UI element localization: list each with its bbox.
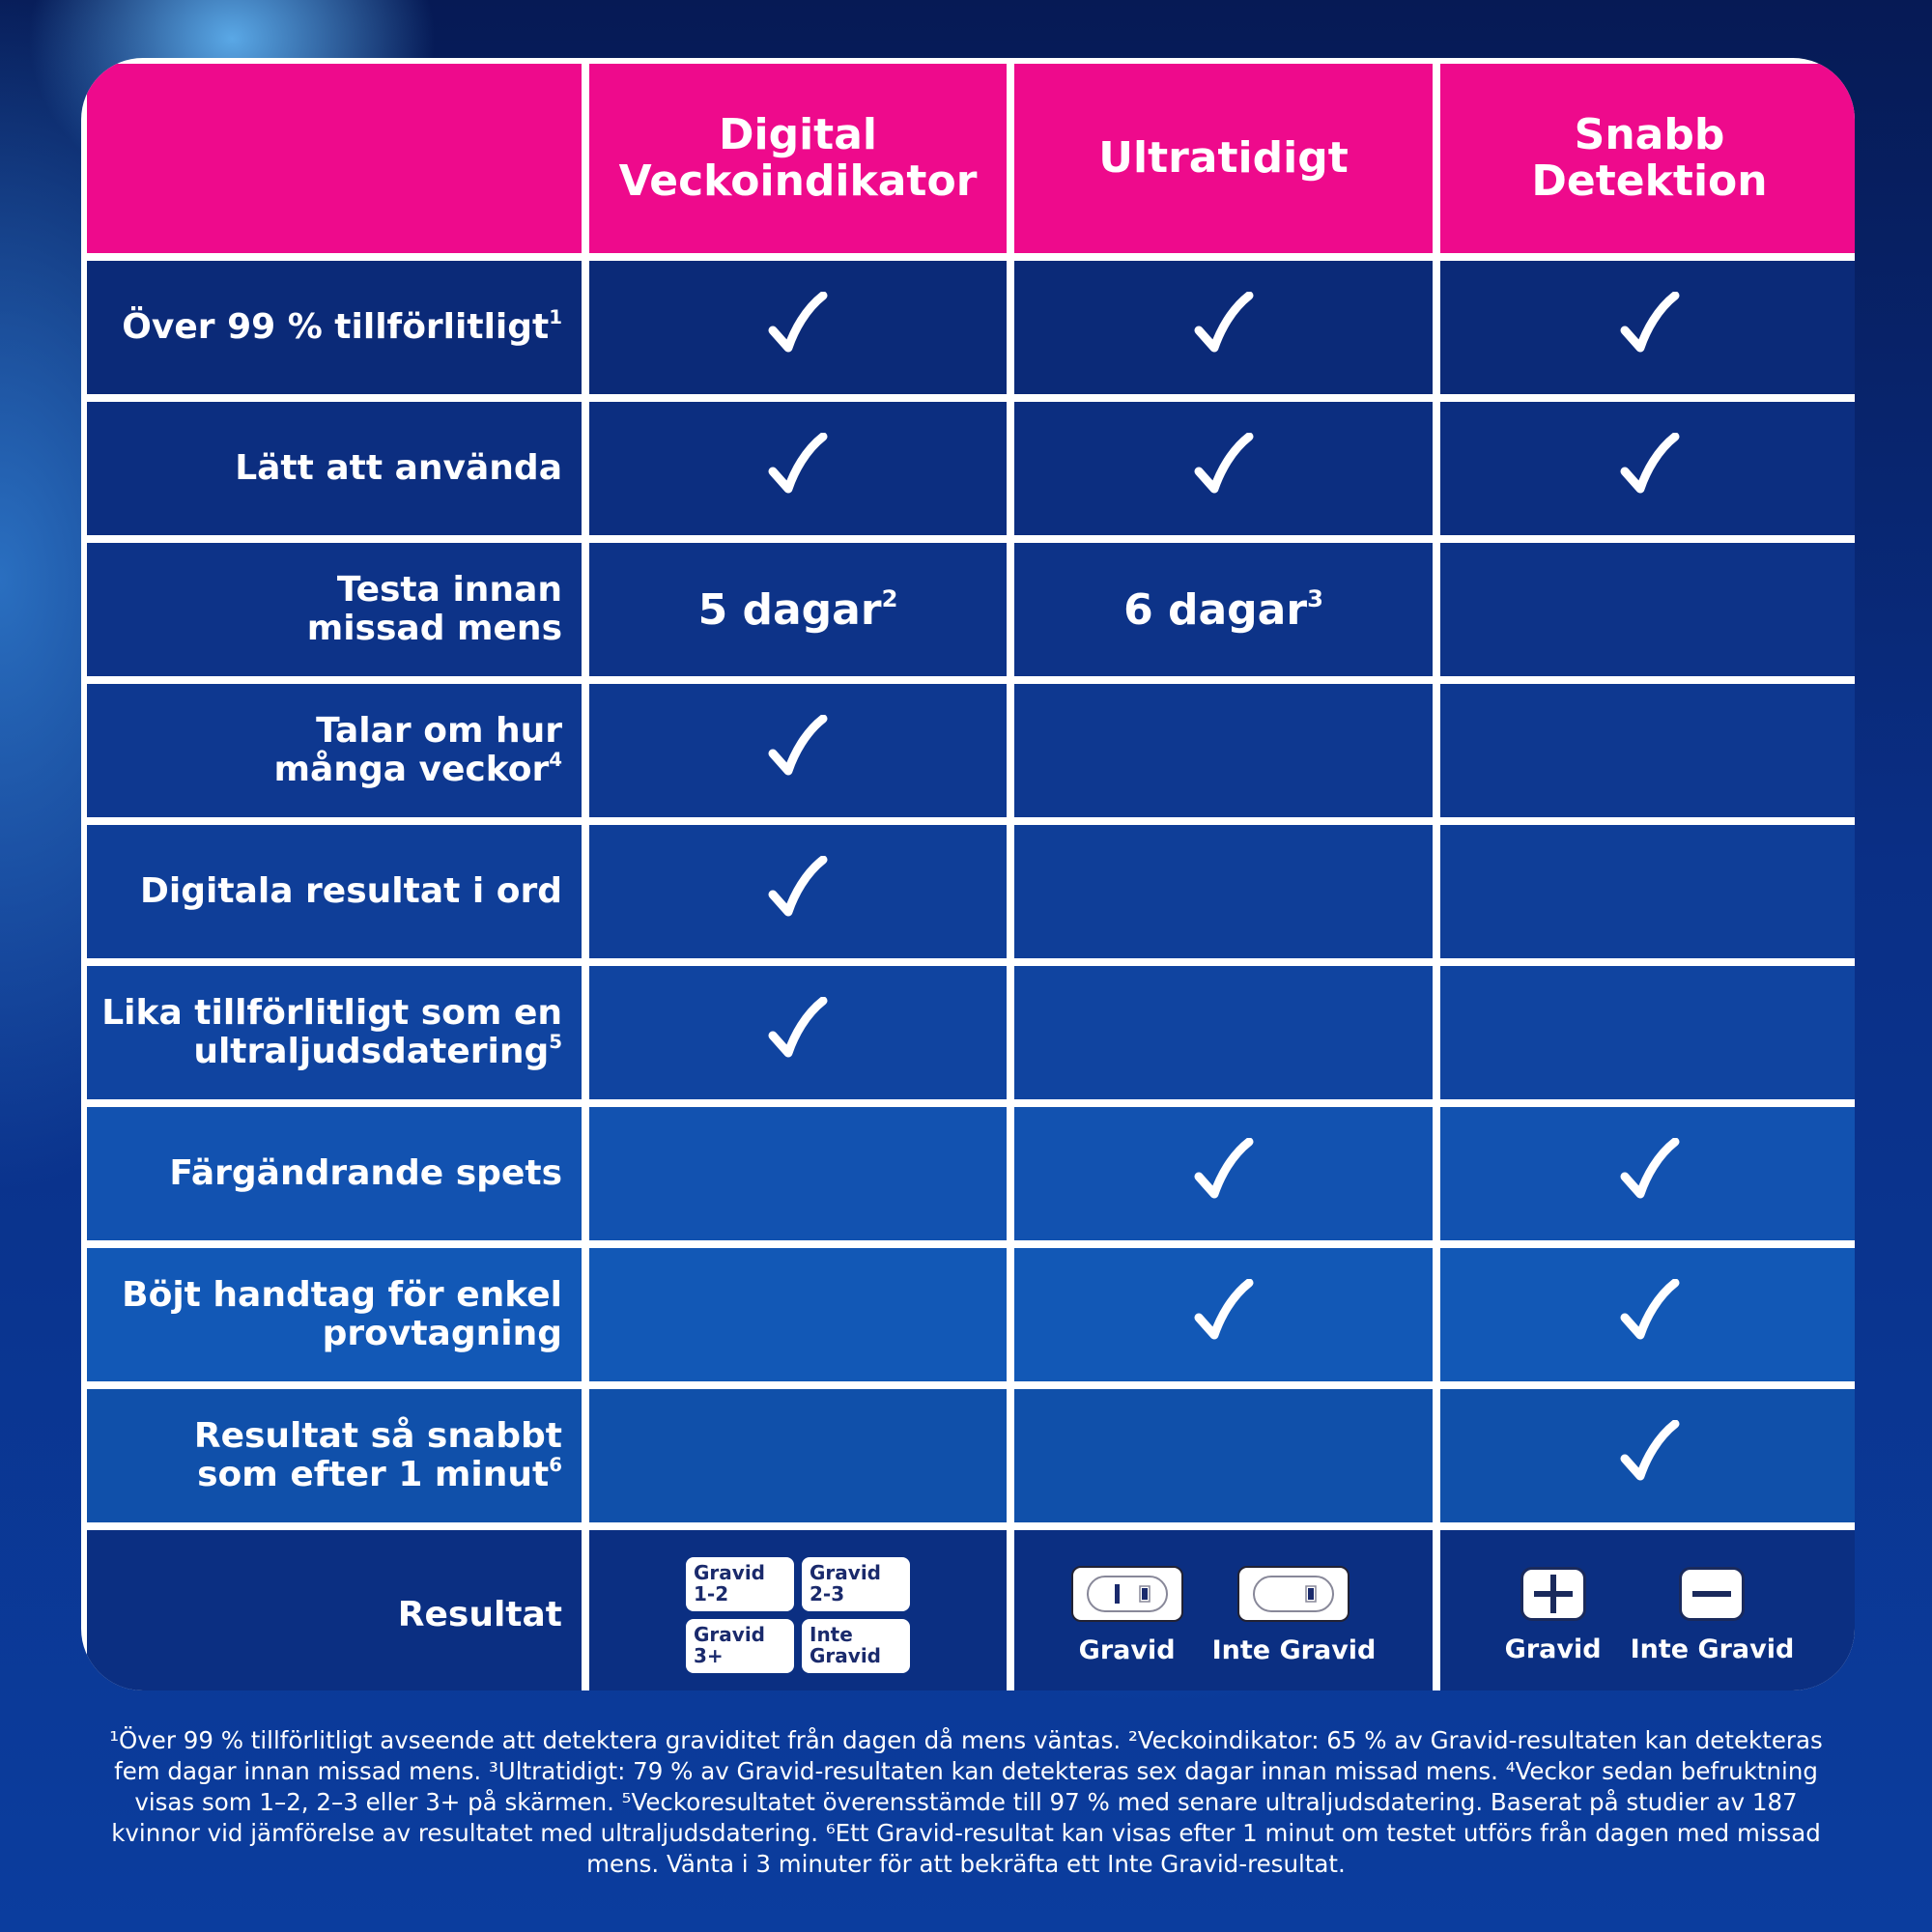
pregnant-test-icon: [1071, 1566, 1183, 1622]
feature-cell: [1440, 261, 1855, 394]
result-display: Gravid 3+: [686, 1619, 794, 1673]
feature-cell: [1014, 543, 1433, 676]
row-label-cell: [87, 1389, 582, 1522]
feature-cell: [1014, 825, 1433, 958]
row-label: Böjt handtag för enkel provtagning: [122, 1275, 562, 1353]
feature-cell: [1440, 1107, 1855, 1240]
footnote-marker: 6: [549, 1454, 562, 1477]
checkmark-icon: [1619, 433, 1681, 504]
results-ultratidigt: [1014, 1530, 1433, 1690]
row-label: Resultat: [397, 1595, 562, 1634]
result-caption: Gravid: [1078, 1634, 1176, 1665]
feature-cell: [589, 543, 1007, 676]
row-label: Färgändrande spets: [169, 1153, 562, 1193]
footnote-marker: 5: [549, 1031, 562, 1054]
feature-cell: [1014, 1389, 1433, 1522]
feature-cell: [1440, 966, 1855, 1099]
checkmark-icon: [767, 433, 829, 504]
result-caption: Inte Gravid: [1211, 1634, 1377, 1665]
checkmark-icon: [1619, 292, 1681, 363]
feature-cell: [1014, 261, 1433, 394]
comparison-table: [81, 58, 1855, 1690]
checkmark-icon: [1619, 1420, 1681, 1492]
checkmark-icon: [767, 715, 829, 786]
checkmark-icon: [767, 997, 829, 1068]
row-label-cell: [87, 1530, 582, 1690]
checkmark-icon: [1193, 1138, 1255, 1209]
checkmark-icon: [767, 292, 829, 363]
checkmark-icon: [767, 856, 829, 927]
feature-cell: [589, 684, 1007, 817]
feature-cell: [1440, 825, 1855, 958]
row-label: Talar om hur många veckor$^4$: [273, 711, 562, 789]
results-snabb: [1440, 1530, 1855, 1690]
row-label: Testa innan missad mens: [306, 570, 562, 648]
header-ultratidigt: [1014, 64, 1433, 253]
row-label-cell: [87, 543, 582, 676]
feature-cell: [589, 1107, 1007, 1240]
checkmark-icon: [1193, 433, 1255, 504]
footnote: ¹Över 99 % tillförlitligt avseende att detektera graviditet från dagen då mens väntas. ²Veckoindikator: 65 % av Gravid-resultaten kan detekteras fem dagar innan missad mens. ³Ultratidigt: 79 % av Gravid-resultaten kan detekteras sex dagar innan missad mens. ⁴Veckor sedan befruktning visas som 1–2, 2–3 eller 3+ på skärmen. ⁵Veckoresultatet överensstämde till 97 % med senare ultraljudsdatering. Baserat på studier av 187 kvinnor vid jämförelse av resultatet med ultraljudsdatering. ⁶Ett Gravid-resultat kan visas efter 1 minut om testet utförs från dagen med missad mens. Vänta i 3 minuter för att bekräfta ett Inte Gravid-resultat.: [109, 1726, 1823, 1878]
checkmark-icon: [1619, 1138, 1681, 1209]
results-digital: [589, 1530, 1007, 1690]
feature-cell: [589, 825, 1007, 958]
row-label: Digitala resultat i ord: [140, 871, 562, 911]
feature-cell: [1014, 1107, 1433, 1240]
footnote-marker: 3: [1307, 584, 1323, 612]
header-label: Snabb Detektion: [1531, 110, 1768, 206]
checkmark-icon: [1619, 1279, 1681, 1350]
feature-cell: [589, 966, 1007, 1099]
row-label-cell: [87, 1248, 582, 1381]
not-pregnant-test-icon: [1237, 1566, 1350, 1622]
row-label-cell: [87, 261, 582, 394]
row-label-cell: [87, 825, 582, 958]
feature-cell: [589, 1248, 1007, 1381]
feature-cell: [1440, 543, 1855, 676]
header-digital: [589, 64, 1007, 253]
footnote-marker: 2: [881, 584, 898, 612]
feature-cell: [1014, 966, 1433, 1099]
header-snabb: [1440, 64, 1855, 253]
footnote-marker: 1: [549, 306, 562, 329]
feature-cell: [1440, 1248, 1855, 1381]
row-label-cell: [87, 1107, 582, 1240]
plus-icon: [1520, 1567, 1586, 1621]
feature-cell: [589, 261, 1007, 394]
value-text: 6 dagar$^3$: [1123, 584, 1323, 635]
row-label-cell: [87, 684, 582, 817]
digital-results: [686, 1557, 910, 1673]
result-caption: Gravid: [1504, 1634, 1602, 1664]
value-text: 5 dagar$^2$: [697, 584, 898, 635]
feature-cell: [1014, 684, 1433, 817]
feature-cell: [589, 1389, 1007, 1522]
header-label: Ultratidigt: [1098, 133, 1349, 183]
row-label: Resultat så snabbt som efter 1 minut$^6$: [193, 1416, 562, 1494]
checkmark-icon: [1193, 1279, 1255, 1350]
checkmark-icon: [1193, 292, 1255, 363]
result-display: Gravid 1-2: [686, 1557, 794, 1611]
feature-cell: [1440, 684, 1855, 817]
feature-cell: [1440, 402, 1855, 535]
row-label: Över 99 % tillförlitligt$^1$: [122, 306, 562, 347]
row-label: Lika tillförlitligt som en ultraljudsdatering$^5$: [101, 993, 562, 1071]
header-corner: [87, 64, 582, 253]
feature-cell: [1014, 1248, 1433, 1381]
header-label: Digital Veckoindikator: [618, 110, 978, 206]
row-label: Lätt att använda: [235, 448, 562, 488]
result-display: Inte Gravid: [802, 1619, 910, 1673]
feature-cell: [1440, 1389, 1855, 1522]
minus-icon: [1679, 1567, 1745, 1621]
footnote-marker: 4: [549, 749, 562, 772]
result-caption: Inte Gravid: [1630, 1634, 1795, 1664]
row-label-cell: [87, 966, 582, 1099]
feature-cell: [1014, 402, 1433, 535]
result-display: Gravid 2-3: [802, 1557, 910, 1611]
row-label-cell: [87, 402, 582, 535]
feature-cell: [589, 402, 1007, 535]
